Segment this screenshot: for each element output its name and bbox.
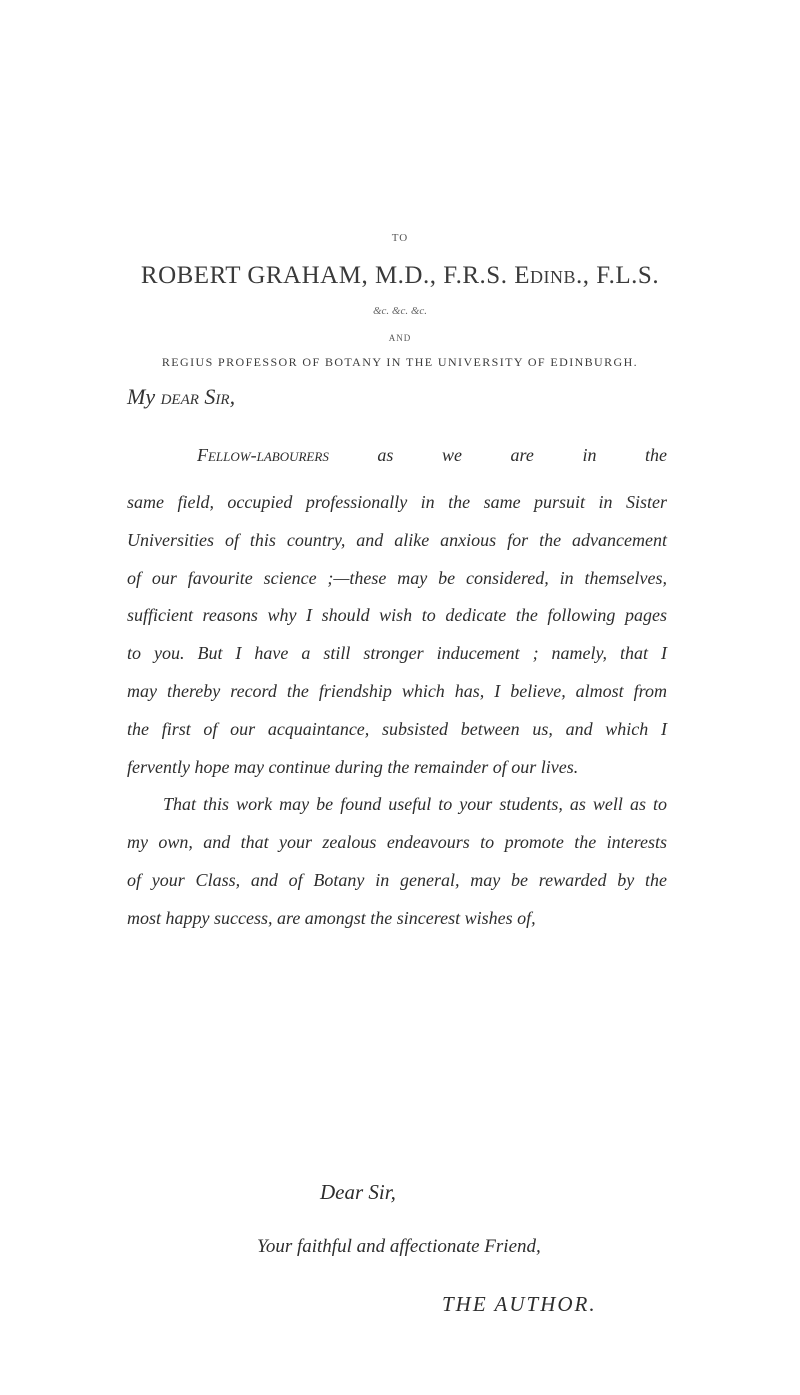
author-signature: THE AUTHOR. [442, 1292, 597, 1316]
professor-title: REGIUS PROFESSOR OF BOTANY IN THE UNIVERSITY OF EDINBURGH. [161, 355, 639, 369]
salutation [127, 384, 235, 410]
dedicatee-name-fls: F.L.S. [596, 262, 660, 289]
closing-dear-sir: Dear Sir, [320, 1180, 396, 1204]
etc-line: &c. &c. &c. [372, 305, 428, 317]
dedicatee-name [0, 262, 800, 290]
and-label: AND [388, 333, 412, 343]
letter-line: of your Class, and of Botany in general, may be rewarded by the [127, 869, 667, 890]
letter-line: most happy success, are amongst the sincerest wishes of, [127, 907, 536, 928]
to-label: TO [391, 232, 409, 244]
letter-opening-line [197, 445, 667, 466]
letter-opening-smallcaps: Fellow-labourers [197, 445, 329, 465]
letter-line: Universities of this country, and alike anxious for the advancement [127, 529, 667, 550]
letter-opening-rest: as we are in the [377, 445, 667, 465]
salutation-dear-sir: dear Sir, [160, 384, 236, 409]
letter-line: may thereby record the friendship which has, I believe, almost from [127, 680, 667, 701]
letter-line: to you. But I have a still stronger inducement ; namely, that I [127, 643, 667, 664]
salutation-my: My [127, 384, 156, 409]
dedicatee-name-edinb: Edinb., [514, 262, 590, 289]
letter-line: That this work may be found useful to your students, as well as to [163, 794, 667, 815]
closing-signoff: Your faithful and affectionate Friend, [257, 1236, 541, 1257]
dedicatee-name-main: ROBERT GRAHAM, M.D., F.R.S. [140, 262, 508, 289]
letter-line: fervently hope may continue during the remainder of our lives. [127, 756, 579, 777]
letter-line: same field, occupied professionally in the same pursuit in Sister [127, 492, 667, 512]
letter-body [127, 484, 667, 938]
letter-line: of our favourite science ;—these may be considered, in themselves, [127, 567, 667, 588]
letter-line: the first of our acquaintance, subsisted between us, and which I [127, 718, 667, 739]
letter-line: my own, and that your zealous endeavours to promote the interests [127, 832, 667, 853]
letter-line: sufficient reasons why I should wish to dedicate the following pages [127, 605, 667, 626]
